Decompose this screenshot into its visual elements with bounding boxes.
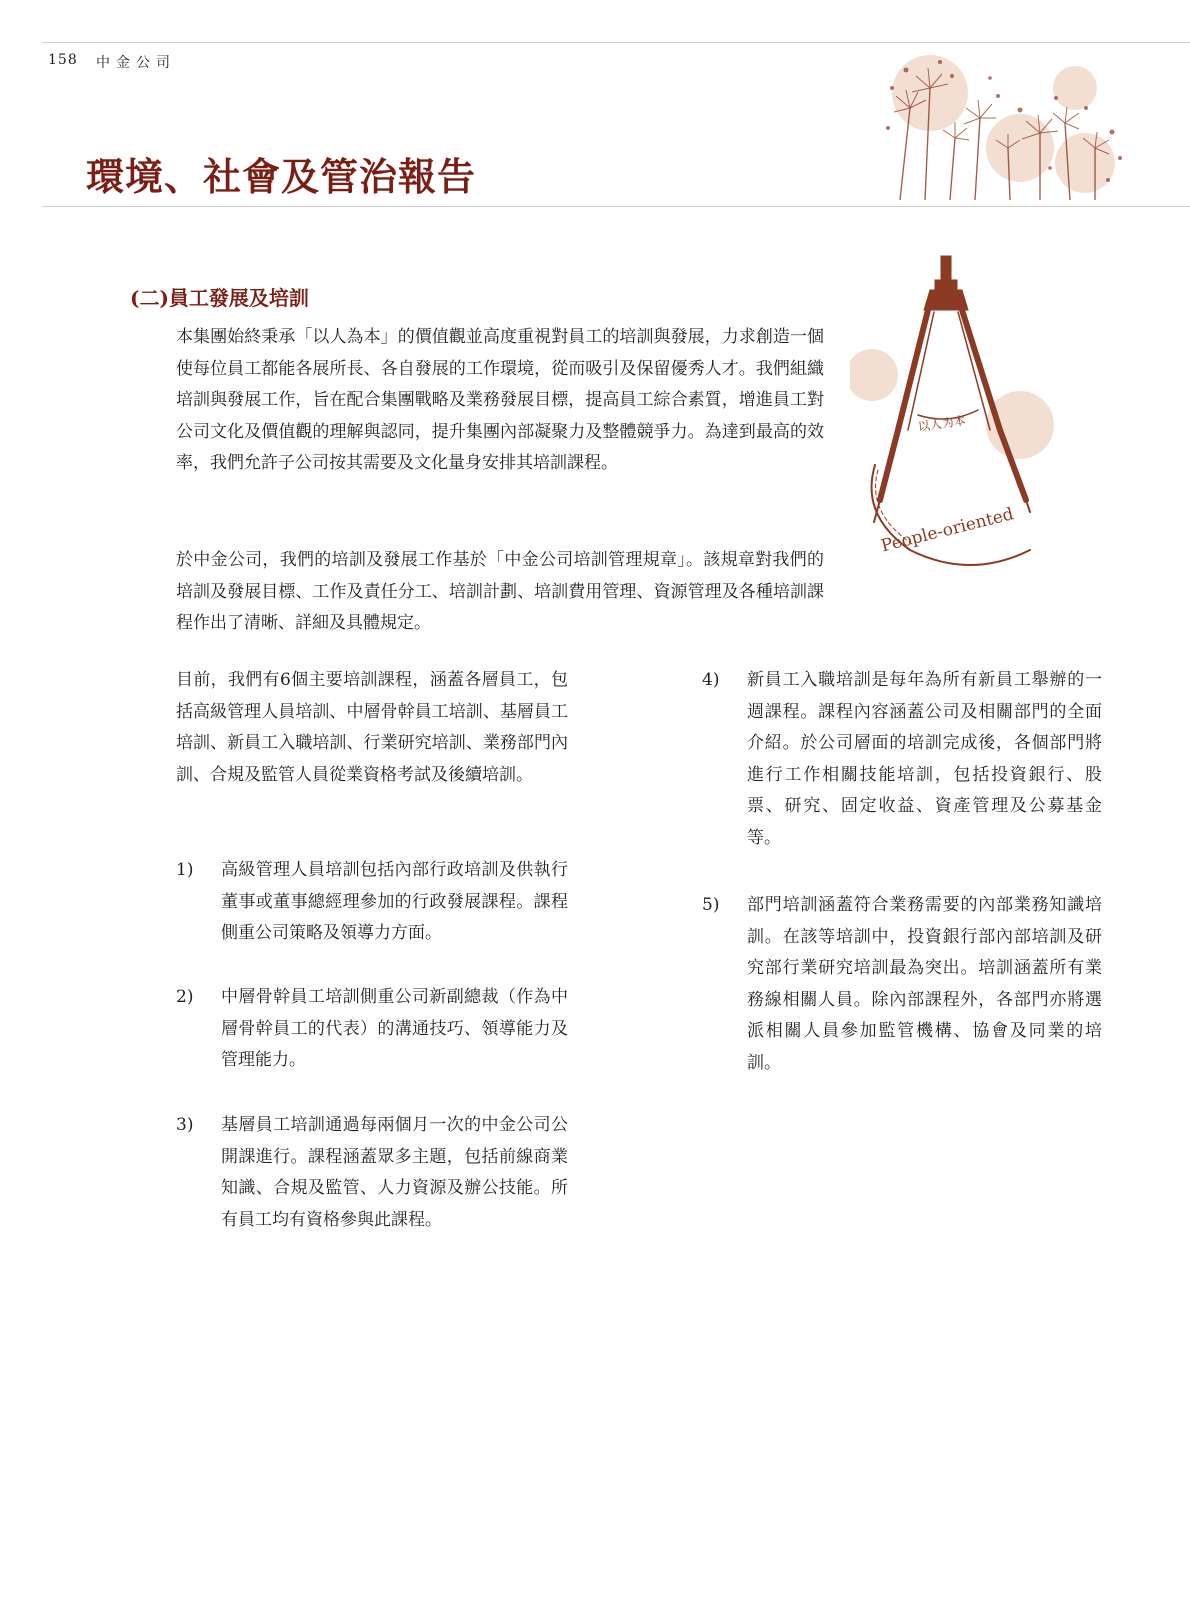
page-title: 環境、社會及管治報告 bbox=[86, 154, 477, 199]
list-item-text: 部門培訓涵蓋符合業務需要的內部業務知識培訓。在該等培訓中，投資銀行部內部培訓及研究部行業研究培訓最為突出。培訓涵蓋所有業務線相關人員。除內部課程外，各部門亦將選派相關人員參加監管機構、協會及同業的培訓。 bbox=[747, 895, 1102, 1073]
company-name: 中金公司 bbox=[96, 55, 176, 71]
list-item-number: 4) bbox=[702, 670, 720, 690]
compass-illustration bbox=[850, 250, 1080, 590]
list-item-number: 3) bbox=[176, 1115, 194, 1135]
list-item-text: 新員工入職培訓是每年為所有新員工舉辦的一週課程。課程內容涵蓋公司及相關部門的全面介紹。於公司層面的培訓完成後，各個部門將進行工作相關技能培訓，包括投資銀行、股票、研究、固定收益、資產管理及公募基金等。 bbox=[747, 670, 1102, 848]
list-item-number: 5) bbox=[702, 895, 720, 915]
programs-paragraph: 目前，我們有6個主要培訓課程，涵蓋各層員工，包括高級管理人員培訓、中層骨幹員工培訓、基層員工培訓、新員工入職培訓、行業研究培訓、業務部門內訓、合規及監管人員從業資格考試及後續培訓。 bbox=[176, 670, 568, 785]
illustration-mark: 以人为本 bbox=[917, 413, 967, 435]
intro-paragraph: 本集團始終秉承「以人為本」的價值觀並高度重視對員工的培訓與發展，力求創造一個使每位員工都能各展所長、各自發展的工作環境，從而吸引及保留優秀人才。我們組織培訓與發展工作，旨在配合集團戰略及業務發展目標，提高員工綜合素質，增進員工對公司文化及價值觀的理解與認同，提升集團內部凝聚力及整體競爭力。為達到最高的效率，我們允許子公司按其需要及文化量身安排其培訓課程。 bbox=[176, 327, 824, 473]
list-item-text: 高級管理人員培訓包括內部行政培訓及供執行董事或董事總經理參加的行政發展課程。課程側重公司策略及領導力方面。 bbox=[221, 860, 568, 943]
regulation-paragraph: 於中金公司，我們的培訓及發展工作基於「中金公司培訓管理規章」。該規章對我們的培訓及發展目標、工作及責任分工、培訓計劃、培訓費用管理、資源管理及各種培訓課程作出了清晰、詳細及具體規定。 bbox=[176, 550, 824, 633]
list-item-text: 中層骨幹員工培訓側重公司新副總裁（作為中層骨幹員工的代表）的溝通技巧、領導能力及管理能力。 bbox=[221, 987, 568, 1070]
list-item-text: 基層員工培訓通過每兩個月一次的中金公司公開課進行。課程涵蓋眾多主題，包括前線商業知識、合規及監管、人力資源及辦公技能。所有員工均有資格參與此課程。 bbox=[221, 1115, 568, 1230]
list-item-number: 1) bbox=[176, 860, 194, 880]
dandelion-illustration bbox=[880, 48, 1130, 204]
page-number: 158 bbox=[48, 52, 78, 68]
header-rule-top bbox=[42, 42, 1190, 43]
illustration-label: People-oriented bbox=[879, 504, 1016, 557]
header-rule-bottom bbox=[42, 206, 1190, 207]
section-heading: (二)員工發展及培訓 bbox=[130, 286, 309, 310]
list-item-number: 2) bbox=[176, 987, 194, 1007]
